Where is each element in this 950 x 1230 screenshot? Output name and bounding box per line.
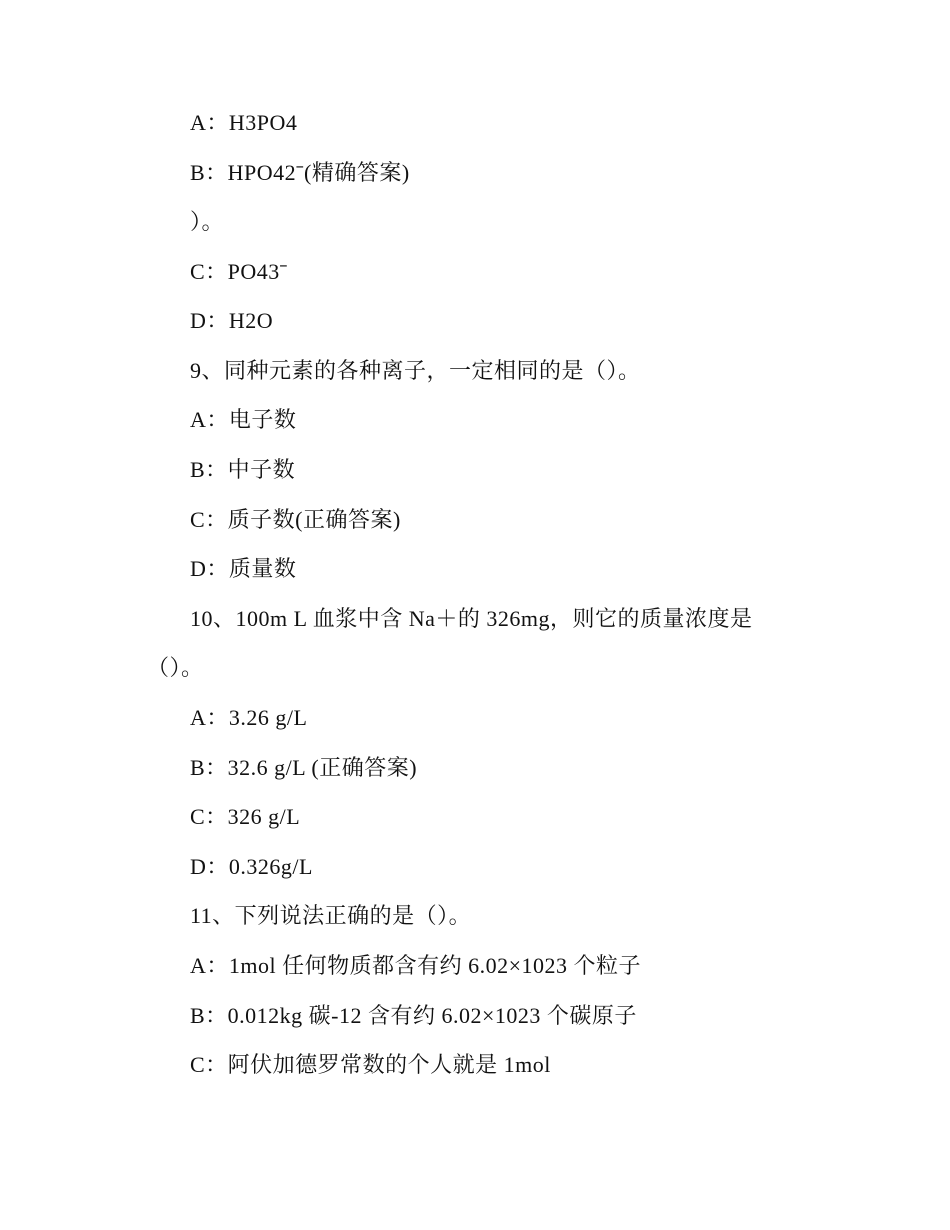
question-10: 10、100m L 血浆中含 Na＋的 326mg，则它的质量浓度是	[190, 606, 753, 631]
q9-option-d: D：质量数	[190, 556, 297, 581]
question-11: 11、下列说法正确的是（）。	[190, 903, 472, 928]
q9-option-b: B：中子数	[190, 457, 296, 482]
q10-option-c: C：326 g/L	[190, 804, 301, 829]
option-a-line: A：H3PO4	[190, 110, 298, 135]
q10-option-a: A：3.26 g/L	[190, 705, 308, 730]
q10-option-d: D：0.326g/L	[190, 854, 313, 879]
question-9: 9、同种元素的各种离子，一定相同的是（）。	[190, 358, 641, 383]
q11-option-c: C：阿伏加德罗常数的个人就是 1mol	[190, 1052, 551, 1077]
stray-punctuation-line: ）。	[190, 209, 225, 234]
q9-option-c: C：质子数(正确答案)	[190, 507, 401, 532]
q11-option-a: A：1mol 任何物质都含有约 6.02×1023 个粒子	[190, 953, 642, 978]
option-d-line: D：H2O	[190, 308, 274, 333]
q10-option-b: B：32.6 g/L (正确答案)	[190, 755, 418, 780]
q9-option-a: A：电子数	[190, 407, 297, 432]
option-b-line: B：HPO42ˉ(精确答案)	[190, 160, 410, 185]
option-c-line: C：PO43ˉ	[190, 259, 288, 284]
q11-option-b: B：0.012kg 碳-12 含有约 6.02×1023 个碳原子	[190, 1003, 637, 1028]
question-10-continuation: （）。	[147, 655, 204, 680]
